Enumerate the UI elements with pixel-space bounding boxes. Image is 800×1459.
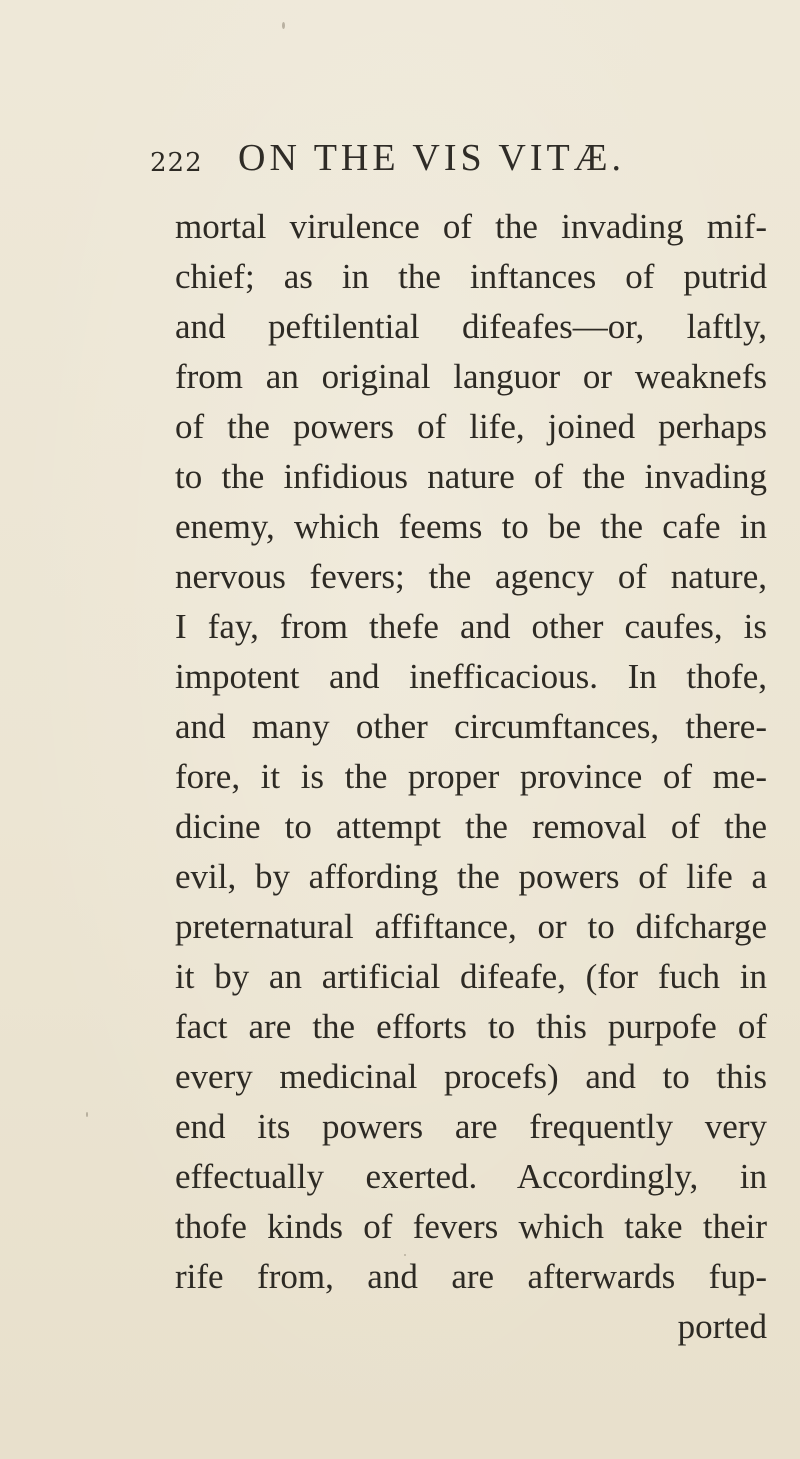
text-line: chief; as in the inftances of putrid — [175, 257, 767, 296]
text-line: impotent and inefficacious. In thofe, — [175, 657, 767, 696]
text-line: dicine to attempt the removal of the — [175, 807, 767, 846]
text-line: every medicinal procefs) and to this — [175, 1057, 767, 1096]
text-line: mortal virulence of the invading mif- — [175, 207, 767, 246]
text-line: rife from, and are afterwards fup- — [175, 1257, 767, 1296]
text-line: effectually exerted. Accordingly, in — [175, 1157, 767, 1196]
text-line: from an original languor or weaknefs — [175, 357, 767, 396]
text-line: and peftilential difeafes—or, laftly, — [175, 307, 767, 346]
text-line: of the powers of life, joined perhaps — [175, 407, 767, 446]
text-line: to the infidious nature of the invading — [175, 457, 767, 496]
running-title: ON THE VIS VITÆ. — [238, 137, 626, 179]
text-line: nervous fevers; the agency of nature, — [175, 557, 767, 596]
paper-speck — [404, 1254, 406, 1256]
catchword: ported — [677, 1307, 767, 1346]
text-line: evil, by affording the powers of life a — [175, 857, 767, 896]
paper-speck — [282, 22, 285, 29]
text-line: enemy, which feems to be the cafe in — [175, 507, 767, 546]
text-line: it by an artificial difeafe, (for fuch in — [175, 957, 767, 996]
body-text — [175, 202, 767, 1352]
text-line: and many other circumftances, there- — [175, 707, 767, 746]
text-line: preternatural affiftance, or to difcharge — [175, 907, 767, 946]
text-line: fact are the efforts to this purpofe of — [175, 1007, 767, 1046]
running-head — [150, 136, 750, 184]
text-line: I fay, from thefe and other caufes, is — [175, 607, 767, 646]
page-number: 222 — [150, 148, 203, 178]
text-line: thofe kinds of fevers which take their — [175, 1207, 767, 1246]
paper-speck — [86, 1112, 88, 1117]
text-line: fore, it is the proper province of me- — [175, 757, 767, 796]
text-line: end its powers are frequently very — [175, 1107, 767, 1146]
